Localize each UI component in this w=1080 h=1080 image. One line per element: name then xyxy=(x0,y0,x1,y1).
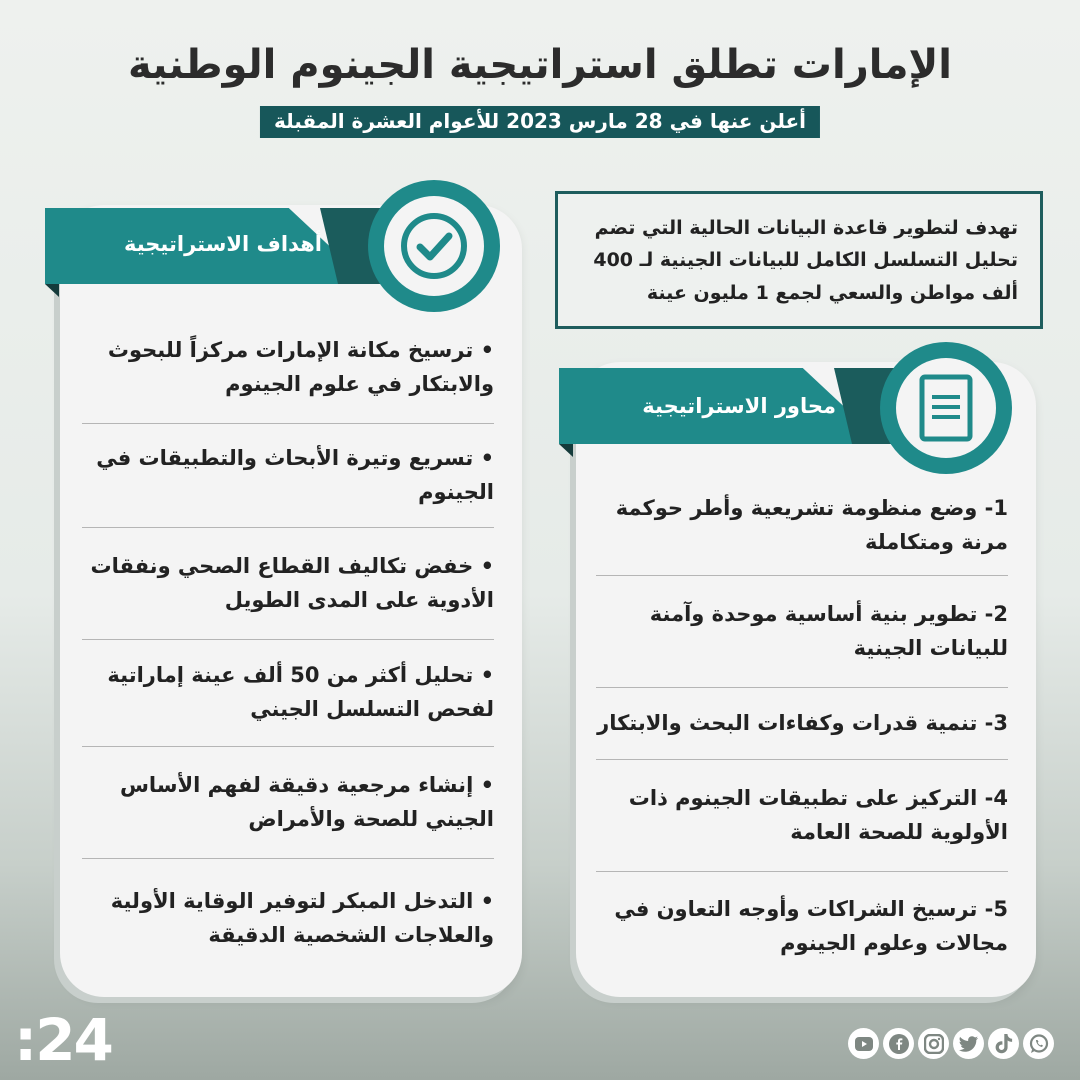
list-item: 3- تنمية قدرات وكفاءات البحث والابتكار xyxy=(596,688,1008,760)
goals-list xyxy=(82,312,494,979)
list-item: • إنشاء مرجعية دقيقة لفهم الأساس الجيني للصحة والأمراض xyxy=(82,747,494,859)
goals-ribbon-fold xyxy=(45,284,59,297)
document-icon xyxy=(916,373,976,443)
list-item: 2- تطوير بنية أساسية موحدة وآمنة للبيانات الجينية xyxy=(596,576,1008,688)
list-item: • التدخل المبكر لتوفير الوقاية الأولية والعلاجات الشخصية الدقيقة xyxy=(110,889,494,947)
axes-ribbon-fold xyxy=(559,444,573,457)
youtube-icon[interactable] xyxy=(848,1028,879,1059)
list-item: • خفض تكاليف القطاع الصحي ونفقات الأدوية على المدى الطويل xyxy=(82,528,494,640)
instagram-icon[interactable] xyxy=(918,1028,949,1059)
list-item: • تسريع وتيرة الأبحاث والتطبيقات في الجينوم xyxy=(82,424,494,528)
page-subtitle: أعلن عنها في 28 مارس 2023 للأعوام العشرة المقبلة xyxy=(260,106,820,138)
axes-heading: محاور الاستراتيجية xyxy=(642,394,836,418)
list-item: 1- وضع منظومة تشريعية وأطر حوكمة مرنة ومتكاملة xyxy=(596,476,1008,576)
brand-logo: :24 xyxy=(14,1006,112,1074)
axes-badge xyxy=(880,342,1012,474)
tiktok-icon[interactable] xyxy=(988,1028,1019,1059)
goals-badge xyxy=(368,180,500,312)
page-title: الإمارات تطلق استراتيجية الجينوم الوطنية xyxy=(127,42,953,88)
list-item: • ترسيخ مكانة الإمارات مركزاً للبحوث والابتكار في علوم الجينوم xyxy=(82,312,494,424)
list-item: 4- التركيز على تطبيقات الجينوم ذات الأولوية للصحة العامة xyxy=(596,760,1008,872)
intro-text: تهدف لتطوير قاعدة البيانات الحالية التي تضم تحليل التسلسل الكامل للبيانات الجينية لـ 400 ألف مواطن والسعي لجمع 1 مليون عينة xyxy=(593,217,1018,304)
social-icons xyxy=(848,1028,1054,1059)
intro-box xyxy=(555,191,1043,329)
twitter-icon[interactable] xyxy=(953,1028,984,1059)
list-item: 5- ترسيخ الشراكات وأوجه التعاون في مجالات وعلوم الجينوم xyxy=(614,897,1008,955)
list-item: • تحليل أكثر من 50 ألف عينة إماراتية لفحص التسلسل الجيني xyxy=(82,640,494,747)
checkmark-icon xyxy=(399,211,469,281)
axes-list xyxy=(596,476,1008,982)
facebook-icon[interactable] xyxy=(883,1028,914,1059)
goals-heading: أهداف الاستراتيجية xyxy=(123,232,322,256)
whatsapp-icon[interactable] xyxy=(1023,1028,1054,1059)
